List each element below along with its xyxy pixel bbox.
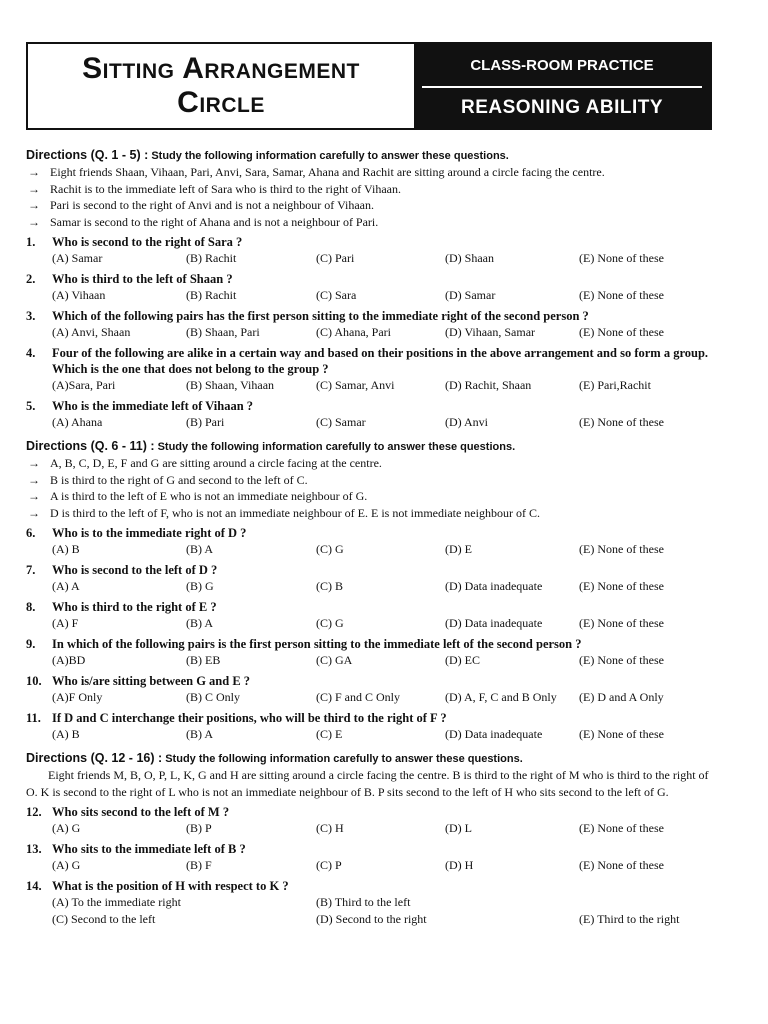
arrow-icon: → — [28, 472, 40, 487]
options-row — [26, 857, 716, 874]
directions-heading: Directions (Q. 1 - 5) : Study the following information carefully to answer these questions. — [26, 148, 509, 162]
option-d: (D) L — [445, 821, 472, 835]
option-a: (A) G — [52, 821, 81, 835]
option-a: (A) B — [52, 727, 80, 741]
option-b: (B) A — [186, 616, 213, 630]
option-d: (D) Samar — [445, 288, 496, 302]
option-c: (C) Second to the left — [52, 912, 156, 926]
question-2: 2. Who is third to the left of Shaan ? (A) Vihaan (B) Rachit (C) Sara (D) Samar (E) None of these — [26, 271, 716, 304]
option-e: (E) None of these — [579, 616, 664, 630]
question-11: 11. If D and C interchange their positions, who will be third to the right of F ? (A) B (B) A (C) E (D) Data inadequate (E) None of these — [26, 710, 716, 743]
section-1 — [26, 148, 716, 431]
option-e: (E) None of these — [579, 251, 664, 265]
option-a: (A)F Only — [52, 690, 103, 704]
options-row — [26, 250, 716, 267]
arrow-icon: → — [28, 505, 40, 520]
question-12: 12. Who sits second to the left of M ? (A) G (B) P (C) H (D) L (E) None of these — [26, 804, 716, 837]
option-b: (B) P — [186, 821, 212, 835]
title-line-2: Circle — [177, 86, 265, 119]
arrow-icon: → — [28, 181, 40, 196]
class-room-practice-label: CLASS-ROOM PRACTICE — [470, 56, 654, 74]
option-c: (C) GA — [316, 653, 353, 667]
option-d: (D) Second to the right — [316, 912, 427, 926]
option-c: (C) B — [316, 579, 343, 593]
option-c: (C) F and C Only — [316, 690, 400, 704]
questions-content — [26, 148, 716, 928]
arrow-icon: → — [28, 456, 40, 470]
option-a: (A) A — [52, 579, 80, 593]
option-c: (C) Ahana, Pari — [316, 325, 391, 339]
option-a: (A)BD — [52, 653, 86, 667]
option-a: (A) Anvi, Shaan — [52, 325, 131, 339]
option-c: (C) Samar, Anvi — [316, 378, 395, 392]
option-b: (B) Pari — [186, 415, 225, 429]
option-c: (C) P — [316, 858, 342, 872]
question-text: Who is the immediate left of Vihaan ? — [52, 399, 254, 413]
question-10: 10. Who is/are sitting between G and E ? (A)F Only (B) C Only (C) F and C Only (D) A, F, C and B Only (E) D and A Only — [26, 673, 716, 706]
option-e: (E) Third to the right — [579, 912, 680, 926]
option-d: (D) EC — [445, 653, 480, 667]
option-c: (C) G — [316, 542, 344, 556]
options-row — [26, 820, 716, 837]
question-text: If D and C interchange their positions, who will be third to the right of F ? — [52, 711, 447, 725]
option-e: (E) None of these — [579, 653, 664, 667]
option-c: (C) Samar — [316, 415, 366, 429]
question-text: Who is third to the right of E ? — [52, 600, 217, 614]
directions-paragraph: Eight friends M, B, O, P, L, K, G and H are sitting around a circle facing the centre. B is third to the right of M who is third to the right of O. K is second to the right of L who is not an immediate neighbour of B. P sits second to the left of H who sits second to the left of G. — [26, 768, 709, 799]
section-3 — [26, 751, 716, 928]
option-a: (A) Ahana — [52, 415, 103, 429]
option-b: (B) Third to the left — [316, 895, 411, 909]
question-text: Who is/are sitting between G and E ? — [52, 674, 251, 688]
option-d: (D) A, F, C and B Only — [445, 690, 557, 704]
page-title — [28, 44, 414, 128]
option-a: (A) Vihaan — [52, 288, 106, 302]
option-e: (E) None of these — [579, 821, 664, 835]
question-1: 1. Who is second to the right of Sara ? (A) Samar (B) Rachit (C) Pari (D) Shaan (E) None of these — [26, 234, 716, 267]
option-a: (A) G — [52, 858, 81, 872]
option-d: (D) Shaan — [445, 251, 494, 265]
option-e: (E) Pari,Rachit — [579, 378, 651, 392]
question-text: Who is second to the left of D ? — [52, 563, 218, 577]
question-5: 5. Who is the immediate left of Vihaan ? (A) Ahana (B) Pari (C) Samar (D) Anvi (E) None of these — [26, 398, 716, 431]
question-14: 14. What is the position of H with respect to K ? (A) To the immediate right (B) Third to the left (C) Second to the left (D) Second to the right (E) Third to the right — [26, 878, 716, 928]
arrow-icon: → — [28, 198, 40, 212]
option-c: (C) E — [316, 727, 343, 741]
option-e: (E) None of these — [579, 415, 664, 429]
option-b: (B) F — [186, 858, 212, 872]
options-row — [26, 689, 716, 706]
option-a: (A) B — [52, 542, 80, 556]
option-b: (B) Rachit — [186, 288, 237, 302]
option-b: (B) A — [186, 727, 213, 741]
question-8: 8. Who is third to the right of E ? (A) F (B) A (C) G (D) Data inadequate (E) None of these — [26, 599, 716, 632]
directions-heading: Directions (Q. 6 - 11) : Study the following information carefully to answer these questions. — [26, 439, 516, 453]
option-a: (A) Samar — [52, 251, 103, 265]
reasoning-ability-label: REASONING ABILITY — [460, 97, 664, 118]
options-row — [26, 414, 716, 431]
title-line-1: Sitting Arrangement — [82, 52, 360, 85]
question-text: Who sits to the immediate left of B ? — [52, 842, 246, 856]
options-row — [26, 615, 716, 632]
direction-line: → Eight friends Shaan, Vihaan, Pari, Anvi, Sara, Samar, Ahana and Rachit are sitting around a circle facing the centre. — [28, 165, 605, 179]
option-e: (E) None of these — [579, 288, 664, 302]
option-d: (D) E — [445, 542, 472, 556]
options-row — [26, 726, 716, 743]
option-e: (E) None of these — [579, 542, 664, 556]
question-text: Which of the following pairs has the first person sitting to the immediate right of the second person ? — [52, 309, 589, 323]
option-e: (E) None of these — [579, 858, 664, 872]
option-d: (D) Data inadequate — [445, 727, 543, 741]
option-a: (A) To the immediate right — [52, 895, 181, 909]
arrow-icon: → — [28, 214, 40, 229]
question-9: 9. In which of the following pairs is the first person sitting to the immediate left of the second person ? (A)BD (B) EB (C) GA (D) EC (E) None of these — [26, 636, 716, 669]
question-text: Who is to the immediate right of D ? — [52, 526, 247, 540]
question-text: Four of the following are alike in a certain way and based on their positions in the above arrangement and so form a group. Which is the one that does not belong to the group ? — [52, 346, 709, 376]
option-d: (D) Rachit, Shaan — [445, 378, 532, 392]
question-13: 13. Who sits to the immediate left of B ? (A) G (B) F (C) P (D) H (E) None of these — [26, 841, 716, 874]
direction-line: → B is third to the right of G and second to the left of C. — [28, 472, 308, 487]
question-text: Who is third to the left of Shaan ? — [52, 272, 233, 286]
directions-heading: Directions (Q. 12 - 16) : Study the following information carefully to answer these questions. — [26, 751, 523, 765]
question-text: What is the position of H with respect to K ? — [52, 879, 289, 893]
option-c: (C) Pari — [316, 251, 355, 265]
options-row — [26, 578, 716, 595]
option-a: (A)Sara, Pari — [52, 378, 116, 392]
option-d: (D) H — [445, 858, 474, 872]
option-e: (E) D and A Only — [579, 690, 664, 704]
option-d: (D) Vihaan, Samar — [445, 325, 536, 339]
option-a: (A) F — [52, 616, 79, 630]
option-b: (B) G — [186, 579, 214, 593]
options-row — [26, 287, 716, 304]
question-7: 7. Who is second to the left of D ? (A) A (B) G (C) B (D) Data inadequate (E) None of these — [26, 562, 716, 595]
question-text: In which of the following pairs is the first person sitting to the immediate left of the second person ? — [52, 637, 582, 651]
arrow-icon: → — [28, 165, 40, 179]
question-3: 3. Which of the following pairs has the first person sitting to the immediate right of the second person ? (A) Anvi, Shaan (B) Shaan, Pari (C) Ahana, Pari (D) Vihaan, Samar (E) None of these — [26, 308, 716, 341]
option-b: (B) Shaan, Pari — [186, 325, 260, 339]
options-row — [26, 541, 716, 558]
option-b: (B) Rachit — [186, 251, 237, 265]
option-d: (D) Data inadequate — [445, 616, 543, 630]
option-b: (B) C Only — [186, 690, 240, 704]
options-row — [26, 377, 716, 394]
arrow-icon: → — [28, 489, 40, 503]
option-e: (E) None of these — [579, 727, 664, 741]
option-e: (E) None of these — [579, 579, 664, 593]
option-c: (C) Sara — [316, 288, 357, 302]
section-2 — [26, 439, 716, 743]
option-c: (C) H — [316, 821, 344, 835]
header-box — [26, 42, 712, 130]
question-4: 4. Four of the following are alike in a certain way and based on their positions in the above arrangement and so form a group. Which is the one that does not belong to the group ? (A)Sara, Pari (B) Shaan, Vihaan (C) Samar, Anvi (D) Rachit, Shaan (E) Pari,Rachit — [26, 345, 716, 394]
direction-line: → Rachit is to the immediate left of Sara who is third to the right of Vihaan. — [28, 181, 401, 196]
question-text: Who is second to the right of Sara ? — [52, 235, 243, 249]
question-text: Who sits second to the left of M ? — [52, 805, 230, 819]
direction-line: → A is third to the left of E who is not an immediate neighbour of G. — [28, 489, 368, 503]
option-b: (B) A — [186, 542, 213, 556]
question-6: 6. Who is to the immediate right of D ? (A) B (B) A (C) G (D) E (E) None of these — [26, 525, 716, 558]
option-d: (D) Anvi — [445, 415, 488, 429]
option-c: (C) G — [316, 616, 344, 630]
options-row — [26, 894, 716, 928]
direction-line: → Samar is second to the right of Ahana and is not a neighbour of Pari. — [28, 214, 379, 229]
header-label-panel — [414, 44, 710, 128]
direction-line: → D is third to the left of F, who is not an immediate neighbour of E. E is not immediate neighbour of C. — [28, 505, 540, 520]
option-b: (B) Shaan, Vihaan — [186, 378, 275, 392]
options-row — [26, 324, 716, 341]
options-row — [26, 652, 716, 669]
option-d: (D) Data inadequate — [445, 579, 543, 593]
direction-line: → A, B, C, D, E, F and G are sitting around a circle facing at the centre. — [28, 456, 382, 470]
option-b: (B) EB — [186, 653, 221, 667]
option-e: (E) None of these — [579, 325, 664, 339]
direction-line: → Pari is second to the right of Anvi and is not a neighbour of Vihaan. — [28, 198, 375, 212]
